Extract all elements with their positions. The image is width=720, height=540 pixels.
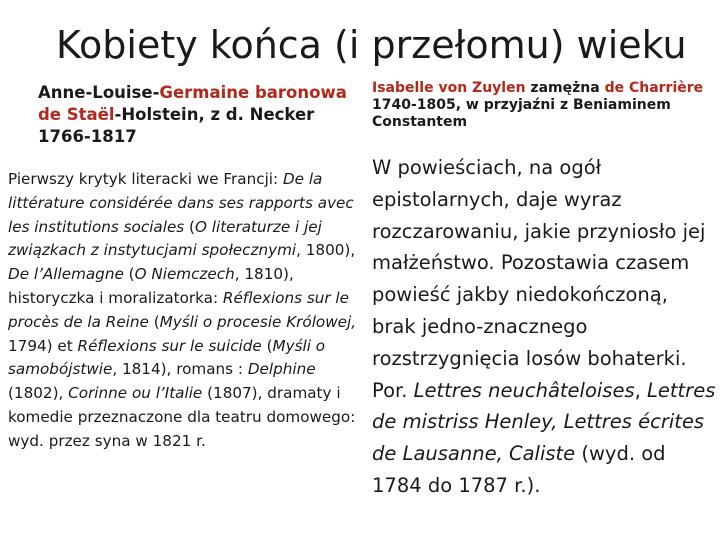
text-run: , 1800),: [296, 241, 356, 260]
left-body-text: [8, 168, 364, 454]
heading-text-part: 1740-1805, w przyjaźni z Beniaminem Constantem: [372, 97, 671, 130]
work-title: Lettres de mistriss Henley,: [372, 378, 716, 434]
text-run: (: [123, 265, 135, 284]
text-run: (1802),: [8, 384, 69, 403]
heading-highlight: Germaine baronowa de Staël: [38, 83, 347, 124]
work-title: Lettres neuchâteloises: [413, 378, 635, 402]
work-title: Delphine: [247, 360, 316, 379]
text-run: (: [148, 312, 160, 331]
slide-title: Kobiety końca (i przełomu) wieku: [56, 23, 687, 67]
heading-name-part: Anne-Louise-: [38, 83, 160, 102]
heading-highlight: de Charrière: [604, 80, 704, 96]
work-title: O literaturze i jej związkach z instytucjami społecznymi: [8, 217, 322, 260]
work-title: Corinne ou l’Italie: [68, 384, 203, 403]
text-run: (: [184, 217, 195, 236]
text-run: (1807), dramaty i komedie przeznaczone dla teatru domowego: wyd. przez syna w 1821 r.: [8, 384, 356, 450]
work-title: Réflexions sur le procès de la Reine: [8, 288, 349, 331]
work-title: Myśli o procesie Królowej,: [159, 312, 357, 331]
left-heading: [38, 82, 368, 148]
text-run: , 1814), romans :: [112, 360, 248, 379]
heading-highlight: Isabelle von Zuylen: [372, 80, 526, 96]
text-run: Pierwszy krytyk literacki we Francji:: [8, 170, 283, 188]
work-title: De l’Allemagne: [8, 265, 124, 284]
text-run: W powieściach, na ogół epistolarnych, daje wyraz rozczarowaniu, jakie przyniosło jej małżeństwo. Pozostawia czasem powieść jakby niedokończoną, brak jedno-znacznego rozstrzygnięcia losów bohaterki. Por.: [372, 156, 706, 402]
heading-text-part: zamężna: [525, 80, 605, 96]
work-title: Réflexions sur le suicide: [77, 336, 262, 355]
work-title: O Niemczech: [134, 265, 235, 284]
work-title: Lettres écrites de Lausanne, Caliste: [372, 410, 705, 466]
work-title: Myśli o samobójstwie: [8, 336, 326, 379]
text-run: 1794) et: [8, 336, 78, 355]
work-title: De la littérature considérée dans ses rapports avec les institutions sociales: [8, 170, 354, 236]
right-body-text: [372, 152, 717, 502]
right-heading: [372, 80, 712, 131]
text-run: ,: [634, 378, 648, 402]
text-run: (wyd. od 1784 do 1787 r.).: [372, 442, 666, 497]
text-run: (: [261, 336, 273, 355]
text-run: , 1810), historyczka i moralizatorka:: [8, 265, 294, 307]
heading-name-part: -Holstein, z d. Necker 1766-1817: [38, 105, 315, 146]
